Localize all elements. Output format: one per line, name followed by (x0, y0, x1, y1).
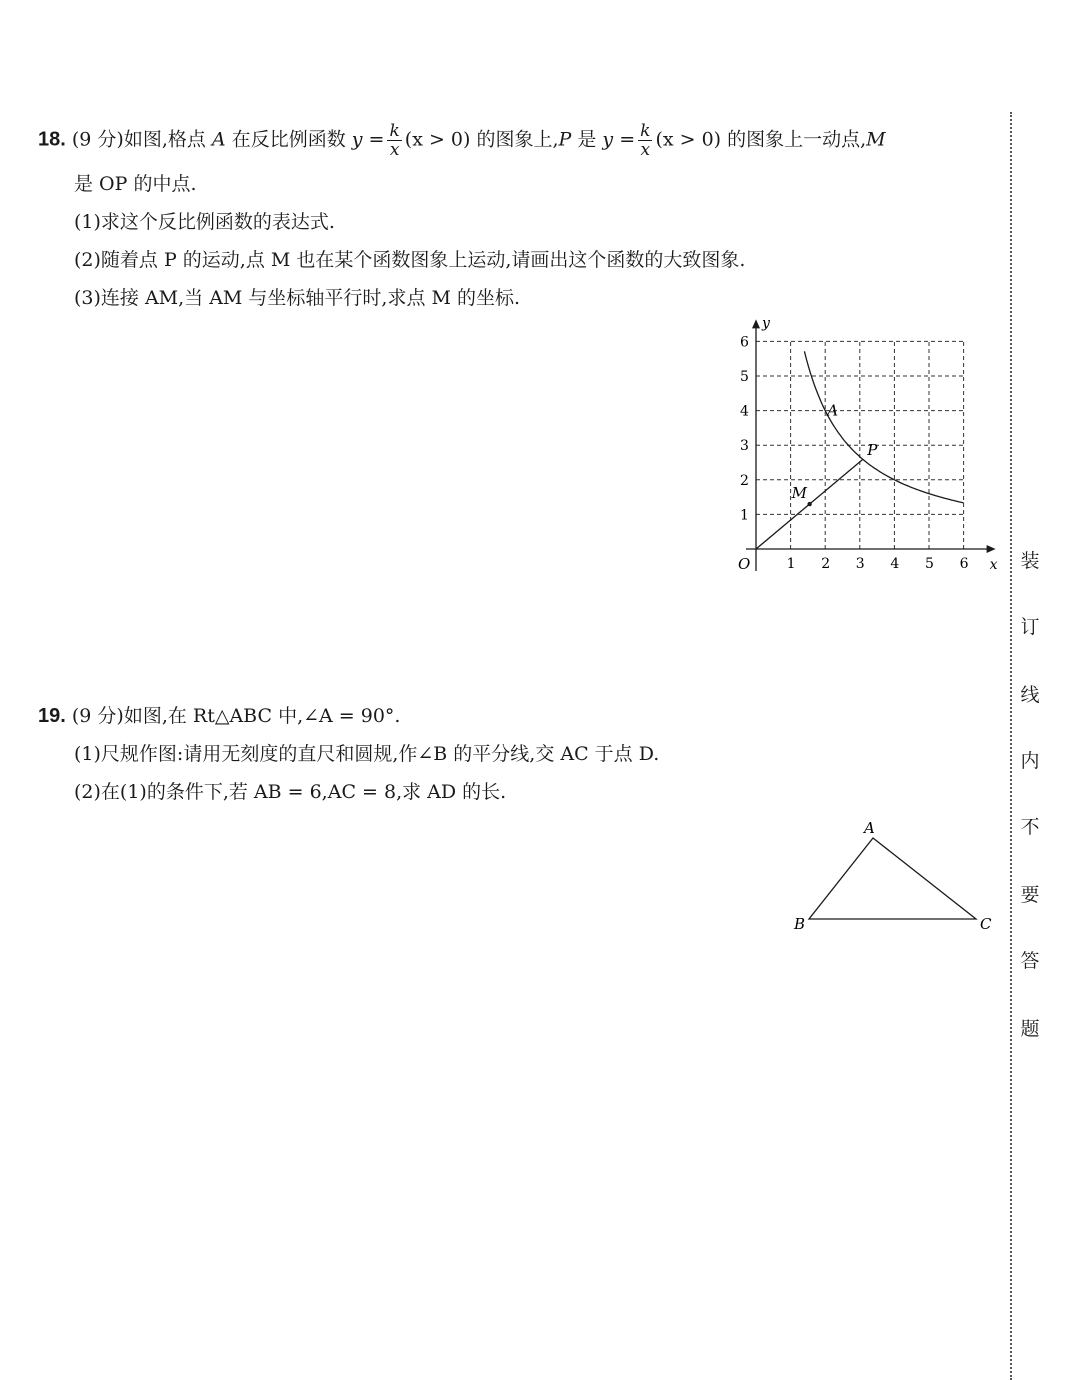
binding-char: 要 (1020, 884, 1040, 906)
y-tick-label: 5 (740, 369, 749, 385)
q19-triangle-figure (780, 812, 1000, 942)
q18-text-a: 如图,格点 (123, 128, 206, 151)
binding-char: 题 (1020, 1018, 1040, 1040)
q18-frac1-num: k (389, 121, 400, 141)
x-tick-label: 6 (959, 556, 969, 572)
q18-line-2: 是 OP 的中点. (74, 173, 197, 195)
q18-cond2: (x > 0) (655, 128, 722, 151)
q19-subquestion-1: (1)尺规作图:请用无刻度的直尺和圆规,作∠B 的平分线,交 AC 于点 D. (74, 743, 660, 765)
q18-frac2-num: k (640, 121, 651, 141)
q19-text: 如图,在 Rt△ABC 中,∠A = 90°. (123, 705, 401, 727)
q19-subquestion-2: (2)在(1)的条件下,若 AB = 6,AC = 8,求 AD 的长. (74, 781, 507, 803)
q18-fraction-2 (638, 122, 652, 159)
y-tick-label: 3 (740, 438, 749, 455)
binding-char: 答 (1020, 950, 1040, 972)
q18-point-m: M (866, 128, 886, 151)
y-axis-label: y (762, 318, 770, 332)
x-axis-label: x (989, 557, 998, 573)
x-tick-label: 2 (821, 556, 831, 572)
graph-tick-labels (740, 334, 969, 572)
point-p-label: P (867, 441, 878, 460)
origin-label: O (738, 555, 751, 573)
q18-y1: y = (351, 128, 385, 151)
vertex-b-label: B (794, 915, 806, 933)
vertex-c-label: C (980, 915, 992, 933)
binding-char: 线 (1020, 684, 1040, 706)
vertex-a-label: A (864, 819, 875, 837)
point-a-label: A (827, 401, 839, 420)
binding-dotted-line (1010, 112, 1012, 1380)
q18-text-c: 的图象上, (476, 128, 559, 151)
q18-text-d: 是 (577, 128, 597, 151)
x-tick-label: 3 (855, 556, 865, 572)
y-axis-arrow (752, 319, 760, 328)
q18-cond1: (x > 0) (404, 128, 471, 151)
point-m-dot (807, 502, 811, 506)
q18-point-p: P (558, 128, 572, 151)
q18-number: 18. (38, 128, 66, 151)
q19-line-1 (38, 704, 400, 728)
binding-char: 订 (1020, 616, 1040, 638)
triangle-abc (809, 838, 976, 919)
q18-fraction-1 (387, 122, 401, 159)
q18-text-e: 的图象上一动点, (727, 128, 867, 151)
y-tick-label: 4 (740, 403, 749, 420)
binding-char: 内 (1020, 750, 1040, 772)
y-tick-label: 2 (740, 472, 749, 489)
x-axis-arrow (987, 545, 996, 553)
q18-subquestion-1: (1)求这个反比例函数的表达式. (74, 211, 335, 233)
q18-subquestion-2: (2)随着点 P 的运动,点 M 也在某个函数图象上运动,请画出这个函数的大致图象. (74, 249, 746, 271)
q18-line-1 (38, 122, 886, 159)
x-tick-label: 4 (890, 556, 900, 572)
q19-score: (9 分) (71, 705, 124, 727)
binding-char: 装 (1020, 550, 1040, 572)
x-tick-label: 5 (925, 556, 934, 572)
x-tick-label: 1 (786, 556, 796, 572)
q18-frac1-den: x (389, 140, 400, 160)
q18-text-b: 在反比例函数 (231, 128, 346, 151)
q18-y2: y = (602, 128, 636, 151)
point-m-label: M (791, 484, 807, 503)
q18-coordinate-graph (720, 318, 1000, 580)
binding-char: 不 (1020, 816, 1040, 838)
q19-number: 19. (38, 705, 66, 727)
q18-point-a: A (211, 128, 226, 151)
y-tick-label: 1 (740, 507, 749, 524)
q18-score: (9 分) (71, 128, 124, 151)
q18-subquestion-3: (3)连接 AM,当 AM 与坐标轴平行时,求点 M 的坐标. (74, 287, 521, 309)
y-tick-label: 6 (740, 334, 749, 351)
graph-grid (756, 341, 964, 549)
q18-frac2-den: x (640, 140, 651, 160)
